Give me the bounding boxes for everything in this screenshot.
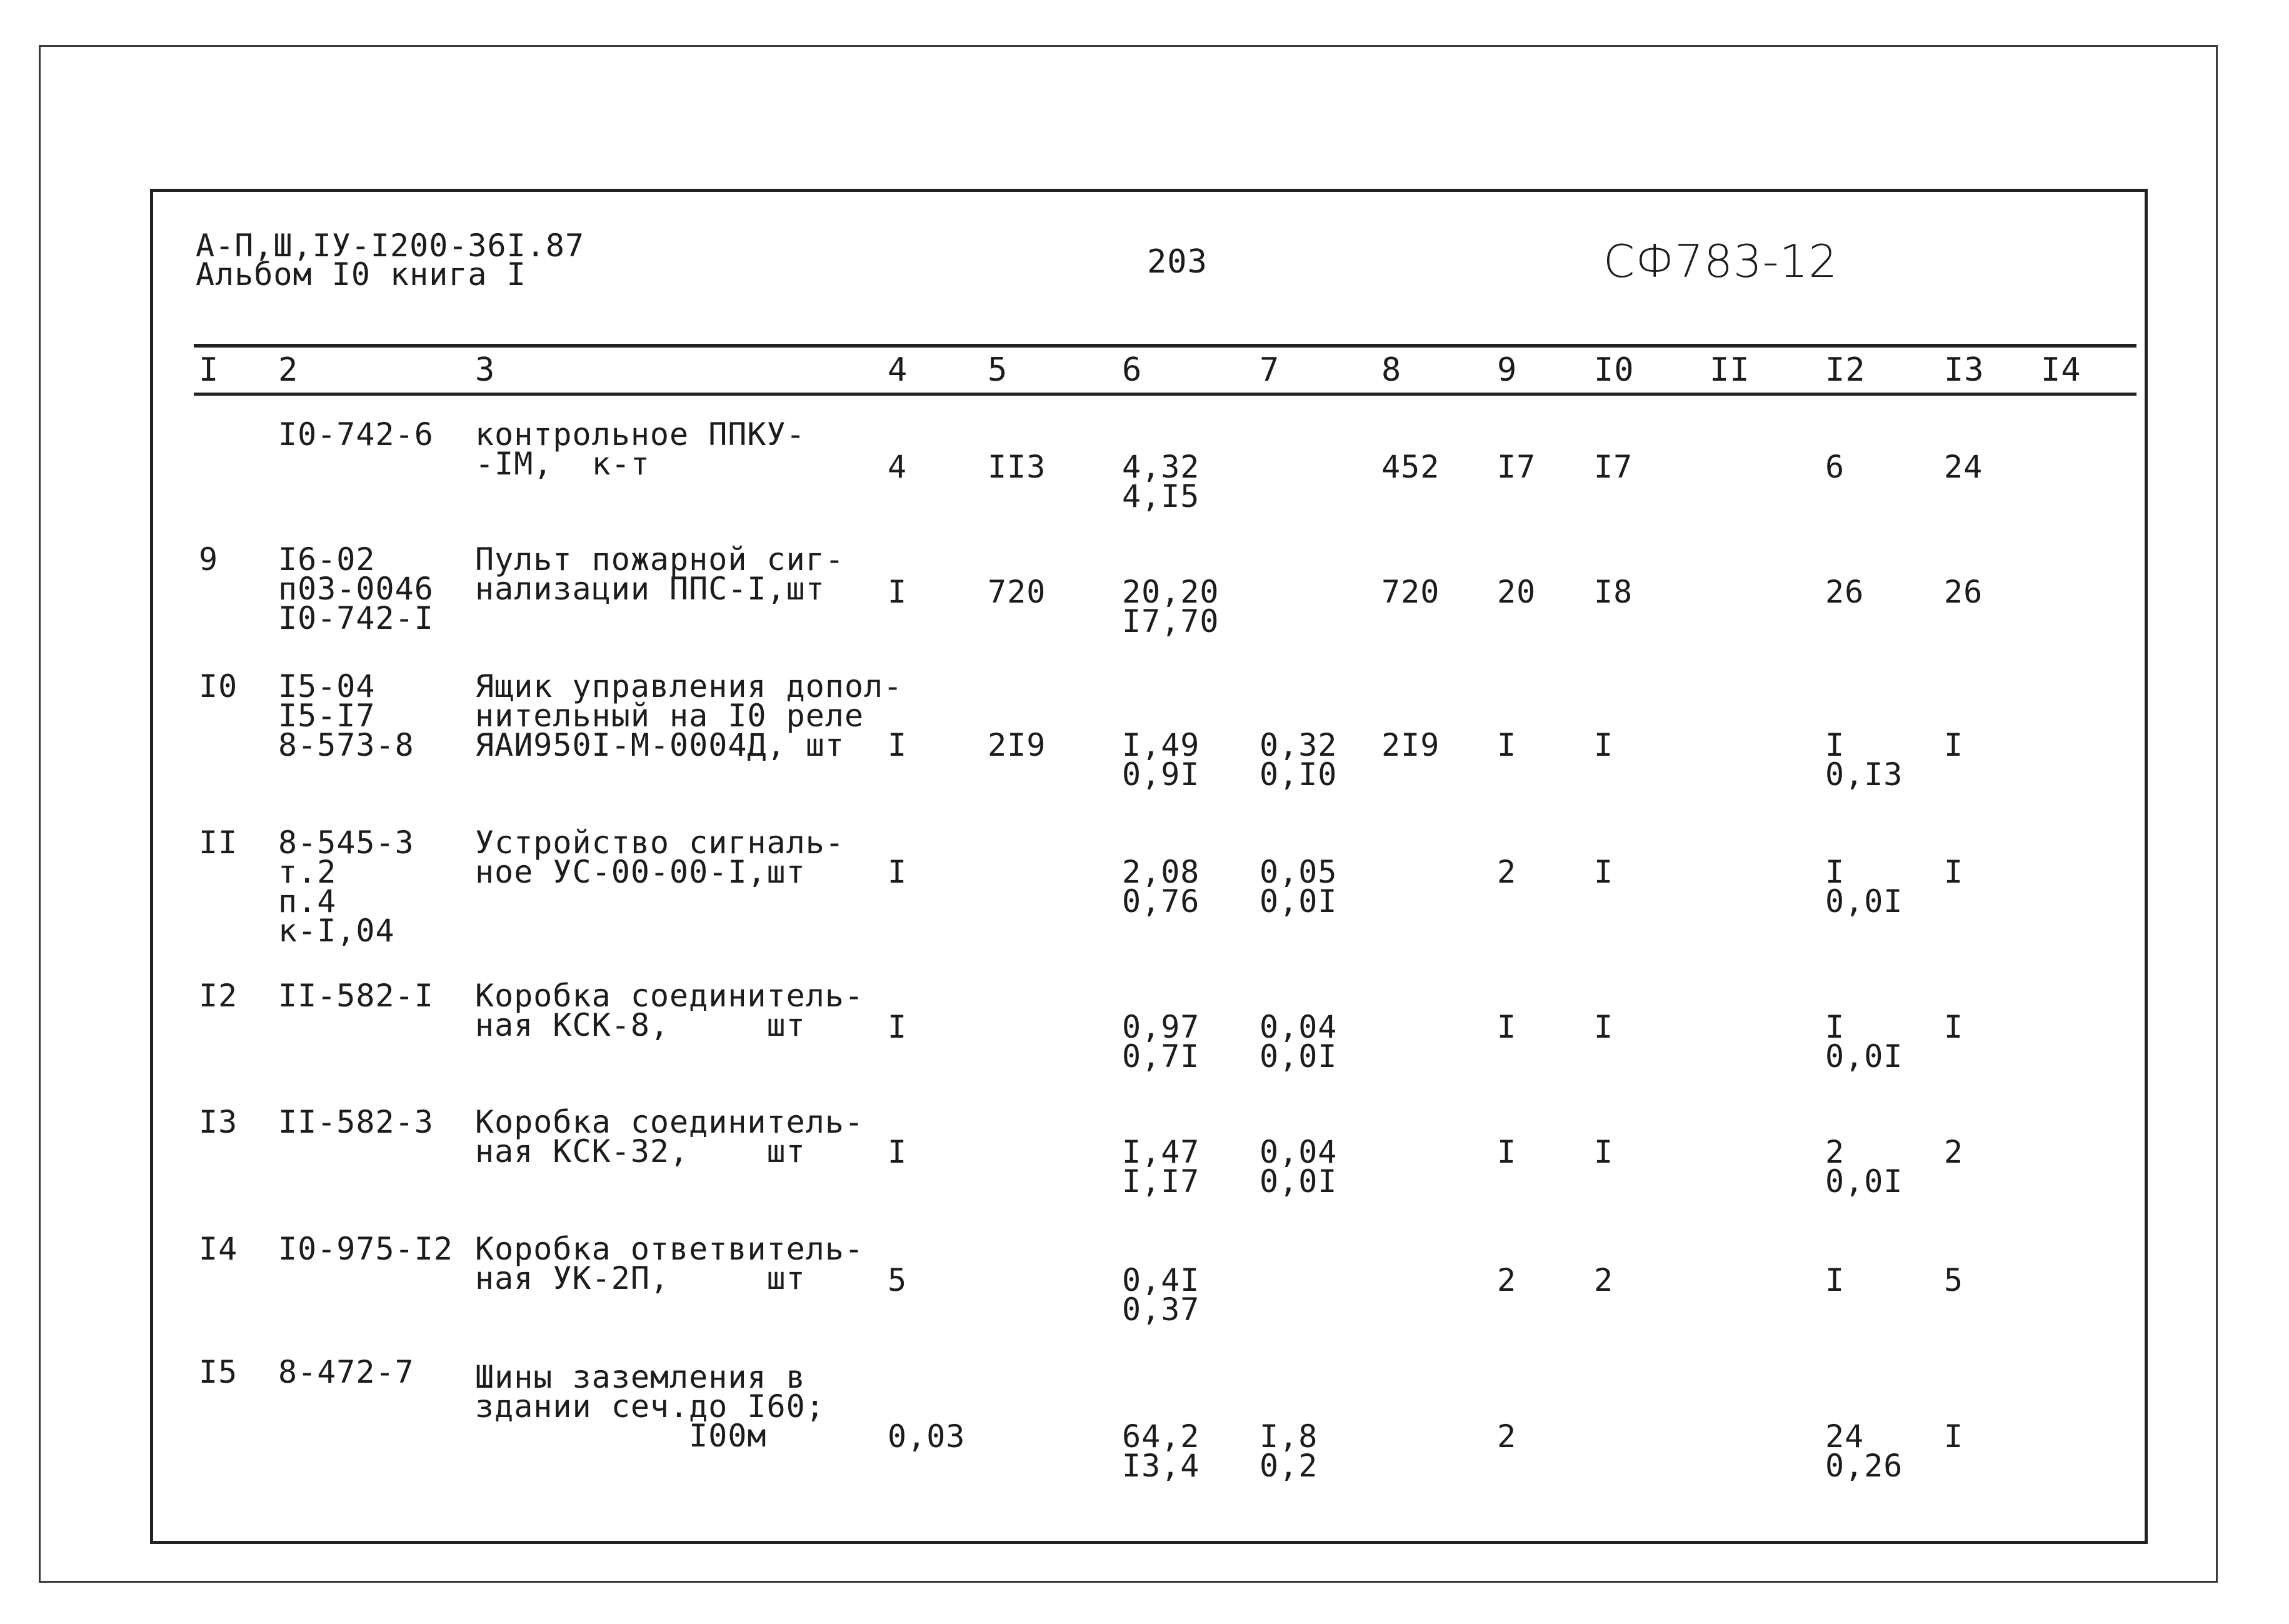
row-code: 8-545-3 т.2 п.4 к-I,04 xyxy=(278,825,414,949)
column-header-14: I4 xyxy=(2041,351,2081,389)
table-header-bottom-rule xyxy=(194,393,2136,396)
row-code: 8-472-7 xyxy=(278,1354,414,1390)
row-description: Ящик управления допол- нительный на I0 реле ЯАИ950I-М-0004Д, шт xyxy=(475,668,903,763)
row-col12: 24 0,26 xyxy=(1825,1418,1903,1484)
row-col6: 0,97 0,7I xyxy=(1122,1009,1200,1075)
row-col9: I xyxy=(1497,1134,1517,1170)
table-header-top-rule xyxy=(194,344,2136,348)
row-col13: 24 xyxy=(1944,449,1983,485)
row-col6: 0,4I 0,37 xyxy=(1122,1262,1200,1328)
column-header-2: 2 xyxy=(278,351,299,389)
row-col10: I xyxy=(1594,727,1614,763)
row-col5: 720 xyxy=(988,574,1046,610)
row-code: II-582-3 xyxy=(278,1104,434,1140)
row-col7: 0,05 0,0I xyxy=(1260,854,1338,920)
row-col6: 2,08 0,76 xyxy=(1122,854,1200,920)
row-col9: 2 xyxy=(1497,1418,1517,1455)
row-col10: I xyxy=(1594,854,1614,890)
column-header-5: 5 xyxy=(988,351,1008,389)
row-quantity: 4 xyxy=(888,449,908,485)
column-header-8: 8 xyxy=(1381,351,1402,389)
row-col5: 2I9 xyxy=(988,727,1046,763)
column-header-6: 6 xyxy=(1122,351,1143,389)
column-header-9: 9 xyxy=(1497,351,1518,389)
row-col9: 2 xyxy=(1497,854,1517,890)
row-col12: 2 0,0I xyxy=(1825,1134,1903,1200)
row-description: Коробка ответвитель- ная УК-2П, шт xyxy=(475,1231,864,1296)
row-col13: I xyxy=(1944,1009,1964,1045)
row-col9: 2 xyxy=(1497,1262,1517,1298)
album-label: Альбом I0 книга I xyxy=(196,256,526,293)
row-col12: 6 xyxy=(1825,449,1845,485)
row-col12: I xyxy=(1825,1262,1845,1298)
column-header-10: I0 xyxy=(1594,351,1635,389)
row-quantity: I xyxy=(888,1134,908,1170)
row-col9: I7 xyxy=(1497,449,1536,485)
row-col12: 26 xyxy=(1825,574,1865,610)
row-col10: I7 xyxy=(1594,449,1633,485)
row-number: I5 xyxy=(199,1354,238,1390)
row-col8: 452 xyxy=(1381,449,1440,485)
row-col13: I xyxy=(1944,727,1964,763)
row-col13: I xyxy=(1944,854,1964,890)
column-header-3: 3 xyxy=(475,351,496,389)
row-col7: 0,04 0,0I xyxy=(1260,1009,1338,1075)
row-number: I3 xyxy=(199,1104,238,1140)
row-col6: I,49 0,9I xyxy=(1122,727,1200,793)
column-header-4: 4 xyxy=(888,351,908,389)
row-description: контрольное ППКУ- -IМ, к-т xyxy=(475,416,806,482)
row-code: I6-02 п03-0046 I0-742-I xyxy=(278,541,434,636)
row-col10: I8 xyxy=(1594,574,1633,610)
row-col12: I 0,I3 xyxy=(1825,727,1903,793)
row-col10: I xyxy=(1594,1009,1614,1045)
row-col10: 2 xyxy=(1594,1262,1614,1298)
column-header-11: II xyxy=(1710,351,1750,389)
row-col7: I,8 0,2 xyxy=(1260,1418,1318,1484)
row-quantity: I xyxy=(888,854,908,890)
column-header-12: I2 xyxy=(1825,351,1866,389)
row-description: Коробка соединитель- ная КСК-32, шт xyxy=(475,1104,864,1170)
row-quantity: I xyxy=(888,727,908,763)
row-col6: I,47 I,I7 xyxy=(1122,1134,1200,1200)
row-col13: 2 xyxy=(1944,1134,1964,1170)
row-description: Пульт пожарной сиг- нализации ППС-I,шт xyxy=(475,541,844,607)
row-col13: 5 xyxy=(1944,1262,1964,1298)
column-header-1: I xyxy=(199,351,219,389)
row-code: I5-04 I5-I7 8-573-8 xyxy=(278,668,414,763)
row-col13: I xyxy=(1944,1418,1964,1455)
row-col6: 4,32 4,I5 xyxy=(1122,449,1200,514)
row-col9: 20 xyxy=(1497,574,1536,610)
row-description: Коробка соединитель- ная КСК-8, шт xyxy=(475,978,864,1043)
row-description: Шины заземления в здании сеч.до I60; I00м xyxy=(475,1359,825,1454)
row-col9: I xyxy=(1497,1009,1517,1045)
row-col12: I 0,0I xyxy=(1825,854,1903,920)
row-quantity: I xyxy=(888,574,908,610)
row-col13: 26 xyxy=(1944,574,1983,610)
row-col6: 20,20 I7,70 xyxy=(1122,574,1220,639)
row-code: I0-742-6 xyxy=(278,416,434,453)
row-col8: 2I9 xyxy=(1381,727,1440,763)
row-col5: II3 xyxy=(988,449,1046,485)
row-col7: 0,04 0,0I xyxy=(1260,1134,1338,1200)
row-col7: 0,32 0,I0 xyxy=(1260,727,1338,793)
row-number: I2 xyxy=(199,978,238,1014)
column-header-7: 7 xyxy=(1260,351,1280,389)
sheet-code: СФ783-12 xyxy=(1603,235,1838,288)
row-number: II xyxy=(199,825,238,861)
row-code: I0-975-I2 xyxy=(278,1231,453,1267)
row-col8: 720 xyxy=(1381,574,1440,610)
row-col9: I xyxy=(1497,727,1517,763)
column-header-13: I3 xyxy=(1944,351,1985,389)
document-code: А-П,Ш,IУ-I200-36I.87 xyxy=(196,228,585,264)
page-number: 203 xyxy=(1147,243,1208,281)
row-description: Устройство сигналь- ное УС-00-00-I,шт xyxy=(475,825,844,890)
row-col6: 64,2 I3,4 xyxy=(1122,1418,1200,1484)
row-number: I4 xyxy=(199,1231,238,1267)
row-quantity: 5 xyxy=(888,1262,908,1298)
row-quantity: 0,03 xyxy=(888,1418,966,1455)
row-number: 9 xyxy=(199,541,219,578)
row-col10: I xyxy=(1594,1134,1614,1170)
row-number: I0 xyxy=(199,668,238,704)
row-col12: I 0,0I xyxy=(1825,1009,1903,1075)
row-quantity: I xyxy=(888,1009,908,1045)
row-code: II-582-I xyxy=(278,978,434,1014)
